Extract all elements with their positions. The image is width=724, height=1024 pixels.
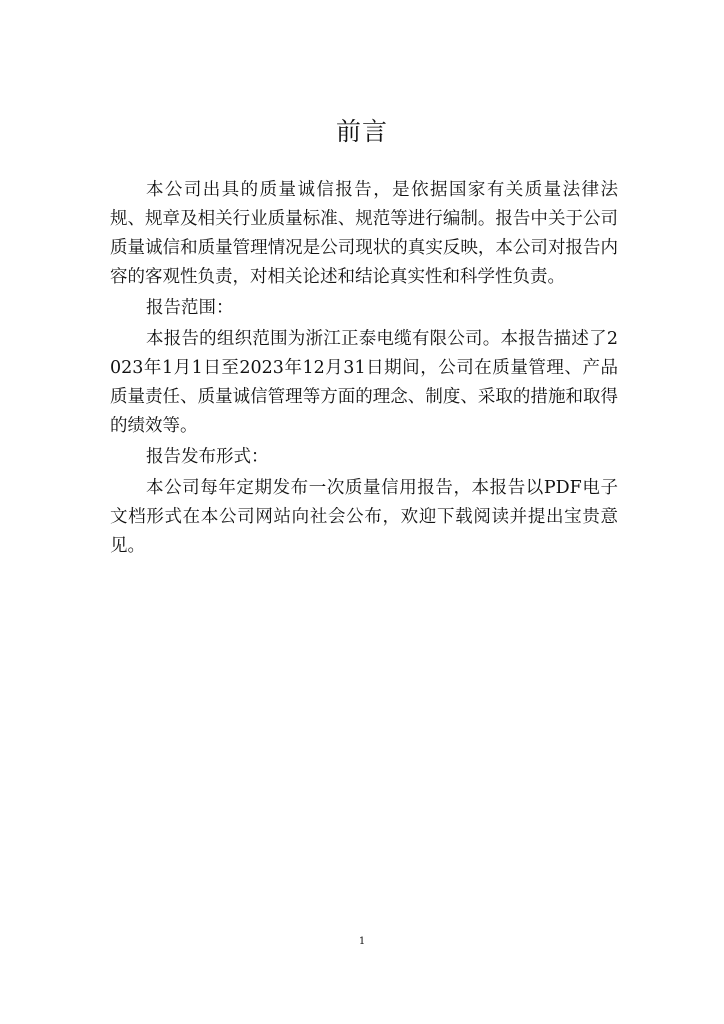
page-title: 前言 bbox=[335, 117, 388, 146]
paragraph-format: 本公司每年定期发布一次质量信用报告，本报告以PDF电子文档形式在本公司网站向社会公布，欢迎下载阅读并提出宝贵意见。 bbox=[110, 478, 618, 556]
body-text bbox=[110, 176, 618, 561]
paragraph-scope: 本报告的组织范围为浙江正泰电缆有限公司。本报告描述了2023年1月1日至2023年12月31日期间，公司在质量管理、产品质量责任、质量诚信管理等方面的理念、制度、采取的措施和取得的绩效等。 bbox=[110, 329, 618, 436]
paragraph-format-heading: 报告发布形式： bbox=[146, 447, 269, 467]
paragraph-scope-heading: 报告范围： bbox=[146, 298, 234, 318]
page-number: 1 bbox=[358, 936, 366, 947]
paragraph-intro: 本公司出具的质量诚信报告，是依据国家有关质量法律法规、规章及相关行业质量标准、规范等进行编制。报告中关于公司质量诚信和质量管理情况是公司现状的真实反映，本公司对报告内容的客观性负责，对相关论述和结论真实性和科学性负责。 bbox=[110, 180, 618, 287]
